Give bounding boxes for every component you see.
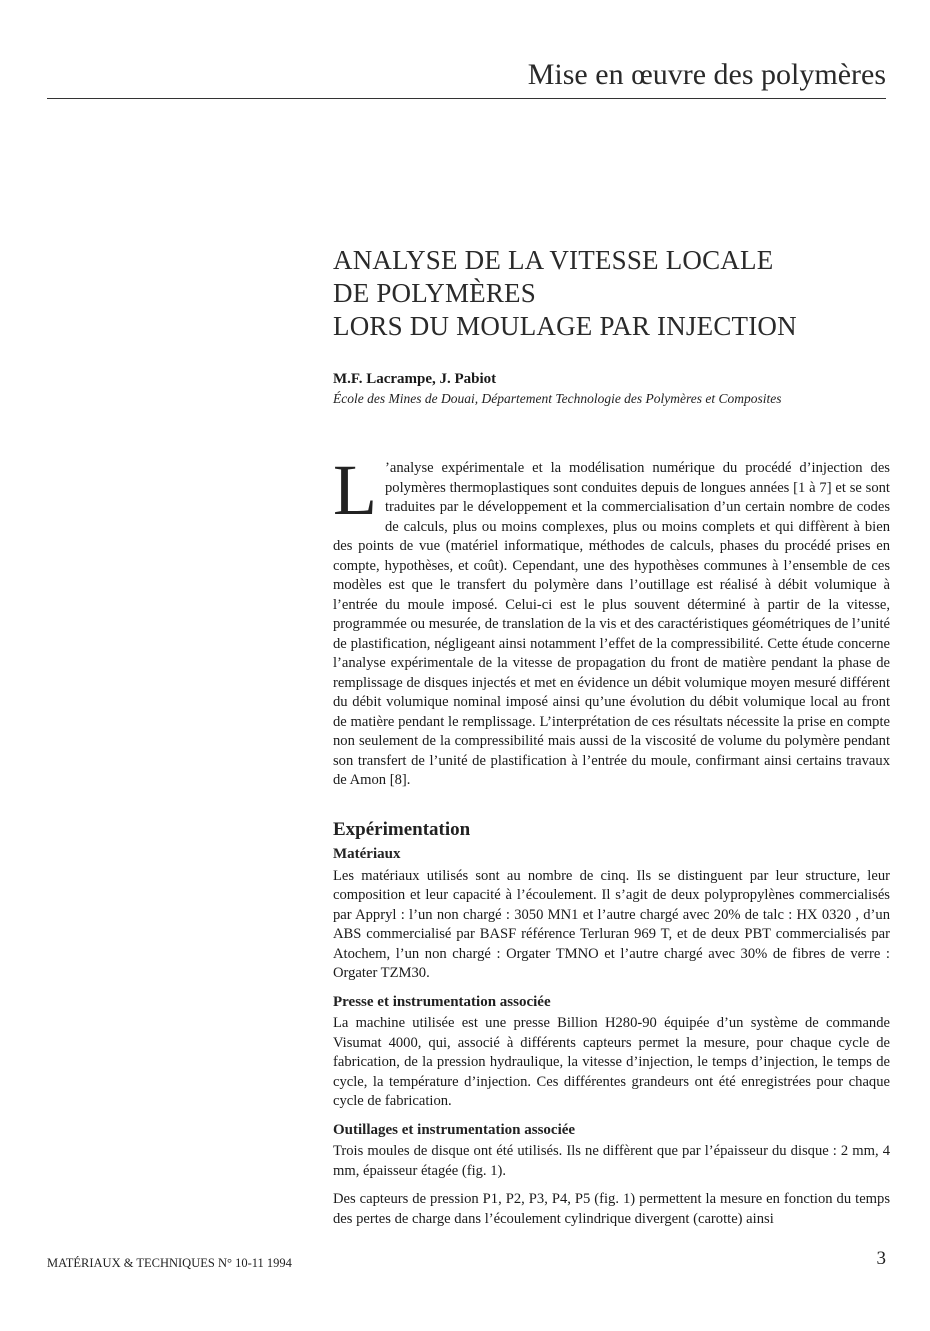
paragraph-outillages-2: Des capteurs de pression P1, P2, P3, P4, P5 (fig. 1) permettent la mesure en fonction du temps des pertes de charge dans l’écoulement cylindrique divergent (carotte) ainsi <box>333 1191 890 1227</box>
authors: M.F. Lacrampe, J. Pabiot <box>333 371 497 387</box>
title-line: ANALYSE DE LA VITESSE LOCALE <box>333 245 774 275</box>
paragraph-materiaux: Les matériaux utilisés sont au nombre de cinq. Ils se distinguent par leur structure, leur composition et leur capacité à l’écoulement. Il s’agit de deux polypropylènes commercialisés par Appryl : l’un non chargé : 3050 MN1 et l’autre chargé avec 20% de talc : HX 0320 , d’un ABS commercialisé par BASF référence Terluran 969 T, et de deux PBT commercialisés par Atochem, l’un non chargé : Orgater TMNO et l’autre chargé avec 30% de fibres de verre : Orgater TZM30. <box>333 867 890 981</box>
subsection-title-materiaux: Matériaux <box>333 846 401 862</box>
section-title: Expérimentation <box>333 818 471 840</box>
title-line: DE POLYMÈRES <box>333 278 536 308</box>
abstract-text: ’analyse expérimentale et la modélisation numérique du procédé d’injection des polymères thermoplastiques sont conduites depuis de longues années [1 à 7] et se sont traduites par le développement et la commercialisation d’un certain nombre de codes de calculs, plus ou moins complexes, plus ou moins complets et qui diffèrent à bien des points de vue (matériel informatique, méthodes de calculs, phases du procédé prises en compte, hypothèses, et coût). Cependant, une des hypothèses communes à l’ensemble de ces modèles est que le transfert du polymère dans l’outillage est réalisé à débit volumique à l’entrée du moule imposé. Celui-ci est le plus souvent déterminé à partir de la vitesse, programmée ou mesurée, de translation de la vis et des caractéristiques géométriques de l’unité de plastification, négligeant ainsi notamment l’effet de la compressibilité. Cette étude concerne l’analyse expérimentale de la vitesse de propagation du front de matière pendant la phase de remplissage de disques injectés et met en évidence un débit volumique moyen mesuré différent du débit volumique nominal imposé ainsi qu’une évolution du débit volumique local au front de matière pendant le remplissage. L’interprétation de ces résultats nécessite la prise en compte non seulement de la compressibilité mais aussi de la viscosité de volume du polymère pendant son transfert de l’unité de plastification à l’entrée du moule, confirmant ainsi certains travaux de Amon [8]. <box>333 460 890 788</box>
affiliation: École des Mines de Douai, Département Technologie des Polymères et Composites <box>333 391 782 406</box>
subsection-title-presse: Presse et instrumentation associée <box>333 993 551 1010</box>
footer-journal: MATÉRIAUX & TECHNIQUES N° 10-11 1994 <box>47 1256 292 1270</box>
page-number: 3 <box>876 1248 886 1269</box>
paragraph-outillages-1: Trois moules de disque ont été utilisés. Ils ne diffèrent que par l’épaisseur du disque : 2 mm, 4 mm, épaisseur étagée (fig. 1). <box>333 1143 890 1179</box>
paragraph-presse: La machine utilisée est une presse Billion H280-90 équipée d’un système de commande Visumat 4000, qui, associé à différents capteurs permet la mesure, pour chaque cycle de fabrication, de la pression hydraulique, la vitesse d’injection, le temps d’injection, le temps de cycle, la température d’injection. Ces différentes grandeurs ont été enregistrées pour chaque cycle de fabrication. <box>333 1015 890 1109</box>
subsection-title-outillages: Outillages et instrumentation associée <box>333 1121 576 1138</box>
drop-cap: L <box>333 450 377 530</box>
article-body <box>333 450 890 1238</box>
article-title <box>333 244 893 343</box>
header-rule <box>47 98 886 99</box>
title-line: LORS DU MOULAGE PAR INJECTION <box>333 311 797 341</box>
running-head: Mise en œuvre des polymères <box>527 58 886 91</box>
abstract <box>333 450 890 791</box>
